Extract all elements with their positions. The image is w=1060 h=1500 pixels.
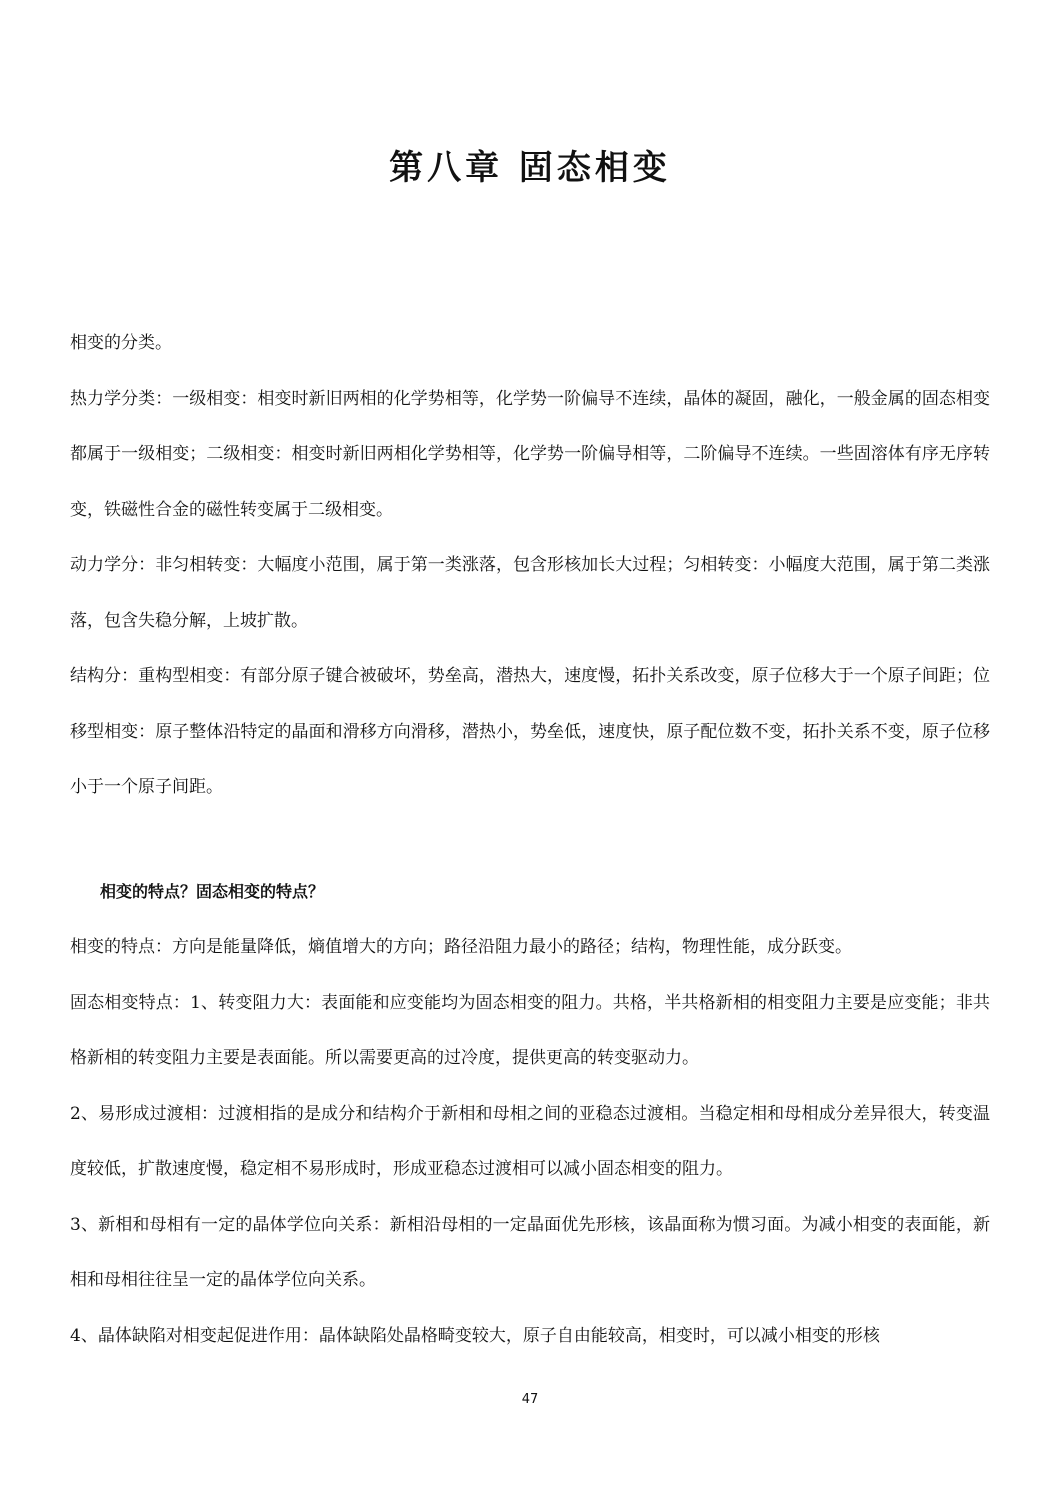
paragraph: 相变的分类。 xyxy=(70,333,172,353)
paragraph: 固态相变特点：1、转变阻力大：表面能和应变能均为固态相变的阻力。共格，半共格新相的相变阻力主要是应变能；非共格新相的转变阻力主要是表面能。所以需要更高的过冷度，提供更高的转变驱动力。 xyxy=(70,992,990,1068)
paragraph: 2、易形成过渡相：过渡相指的是成分和结构介于新相和母相之间的亚稳态过渡相。当稳定相和母相成分差异很大，转变温度较低，扩散速度慢，稳定相不易形成时，形成亚稳态过渡相可以减小固态相变的阻力。 xyxy=(70,1103,990,1179)
paragraph: 4、晶体缺陷对相变起促进作用：晶体缺陷处晶格畸变较大，原子自由能较高，相变时，可以减小相变的形核 xyxy=(70,1325,880,1346)
section-heading: 相变的特点？固态相变的特点？ xyxy=(100,882,325,901)
page-number: 47 xyxy=(521,1392,539,1407)
paragraph: 相变的特点：方向是能量降低，熵值增大的方向；路径沿阻力最小的路径；结构，物理性能，成分跃变。 xyxy=(70,937,852,957)
section-characteristics xyxy=(70,920,990,1364)
chapter-title: 第八章 固态相变 xyxy=(389,148,671,188)
section-classification xyxy=(70,316,990,816)
paragraph: 结构分：重构型相变：有部分原子键合被破坏，势垒高，潜热大，速度慢，拓扑关系改变，原子位移大于一个原子间距；位移型相变：原子整体沿特定的晶面和滑移方向滑移，潜热小，势垒低，速度快，原子配位数不变，拓扑关系不变，原子位移小于一个原子间距。 xyxy=(70,666,990,797)
paragraph: 热力学分类：一级相变：相变时新旧两相的化学势相等，化学势一阶偏导不连续，晶体的凝固，融化，一般金属的固态相变都属于一级相变；二级相变：相变时新旧两相化学势相等，化学势一阶偏导相等，二阶偏导不连续。一些固溶体有序无序转变，铁磁性合金的磁性转变属于二级相变。 xyxy=(70,388,990,520)
paragraph: 3、新相和母相有一定的晶体学位向关系：新相沿母相的一定晶面优先形核，该晶面称为惯习面。为减小相变的表面能，新相和母相往往呈一定的晶体学位向关系。 xyxy=(70,1214,990,1290)
paragraph: 动力学分：非匀相转变：大幅度小范围，属于第一类涨落，包含形核加长大过程；匀相转变：小幅度大范围，属于第二类涨落，包含失稳分解，上坡扩散。 xyxy=(70,555,990,631)
